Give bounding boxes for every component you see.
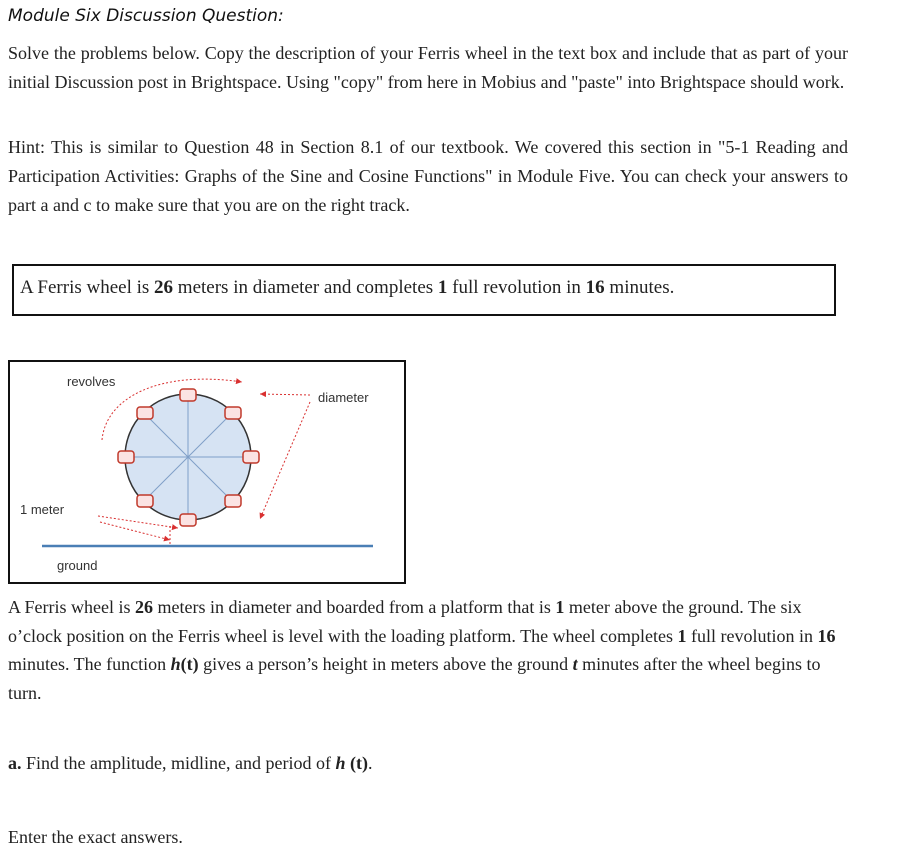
problem-func-arg: (t) [180,654,199,674]
problem-s2b: minutes. The function [8,654,171,674]
desc-suffix: minutes. [604,277,675,298]
description-text [20,277,674,299]
ferris-wheel-diagram [8,360,406,584]
desc-middle: meters in diameter and completes [173,277,438,298]
problem-s1a: A Ferris wheel is [8,597,135,617]
problem-func-h: h [170,654,181,674]
desc-diameter-value: 26 [154,277,174,298]
ferris-wheel-svg [10,362,406,584]
problem-s2a: full revolution in [686,625,818,646]
meter-arrow-bottom [100,522,170,540]
problem-s1b: meters in diameter and boarded from a platform that is [152,597,556,617]
part-a-text: Find the amplitude, midline, and period of [21,753,336,773]
problem-diameter: 26 [134,597,153,617]
diameter-arrow-bottom [260,402,310,519]
label-revolves: revolves [67,374,116,389]
hint-paragraph: Hint: This is similar to Question 48 in Section 8.1 of our textbook. We covered this section in "5-1 Reading and Participation Activities: Graphs of the Sine and Cosine Functions" in Module Five. You can check your answers to part a and c to make sure that you are on the right track. [8,137,848,215]
problem-s2c: gives a person’s height in meters above the ground [198,654,573,674]
description-text-box[interactable] [12,264,836,316]
label-ground: ground [57,558,98,573]
label-diameter: diameter [318,390,369,405]
desc-revolutions: 1 [437,277,448,298]
page-title: Module Six Discussion Question: [8,6,284,26]
desc-minutes: 16 [585,277,605,298]
part-a-end: . [367,753,373,773]
problem-var-t: t [572,654,578,674]
desc-prefix: A Ferris wheel is [20,277,155,298]
problem-s1c: meter above the ground. The six o’clock position on the Ferris wheel is level with the loading platform. The wheel completes [8,597,802,646]
problem-minutes: 16 [817,625,836,646]
problem-paragraph [8,593,848,707]
part-a-label: a. [8,753,22,773]
enter-exact-answers: Enter the exact answers. [8,827,183,847]
part-a-question [8,753,372,774]
label-1-meter: 1 meter [20,502,65,517]
part-a-func-h: h [335,753,346,773]
part-a-func-arg: (t) [345,753,368,773]
desc-middle2: full revolution in [447,277,586,298]
instructions-paragraph: Solve the problems below. Copy the description of your Ferris wheel in the text box and include that as part of your initial Discussion post in Brightspace. Using "copy" from here in Mobius and "paste" into Brightspace should work. [8,43,848,92]
diameter-arrow-top [260,394,310,395]
problem-revs: 1 [677,625,687,646]
meter-arrow-top [98,516,178,528]
problem-platform: 1 [555,597,565,617]
problem-s2d: minutes after the wheel begins to turn. [8,654,821,703]
